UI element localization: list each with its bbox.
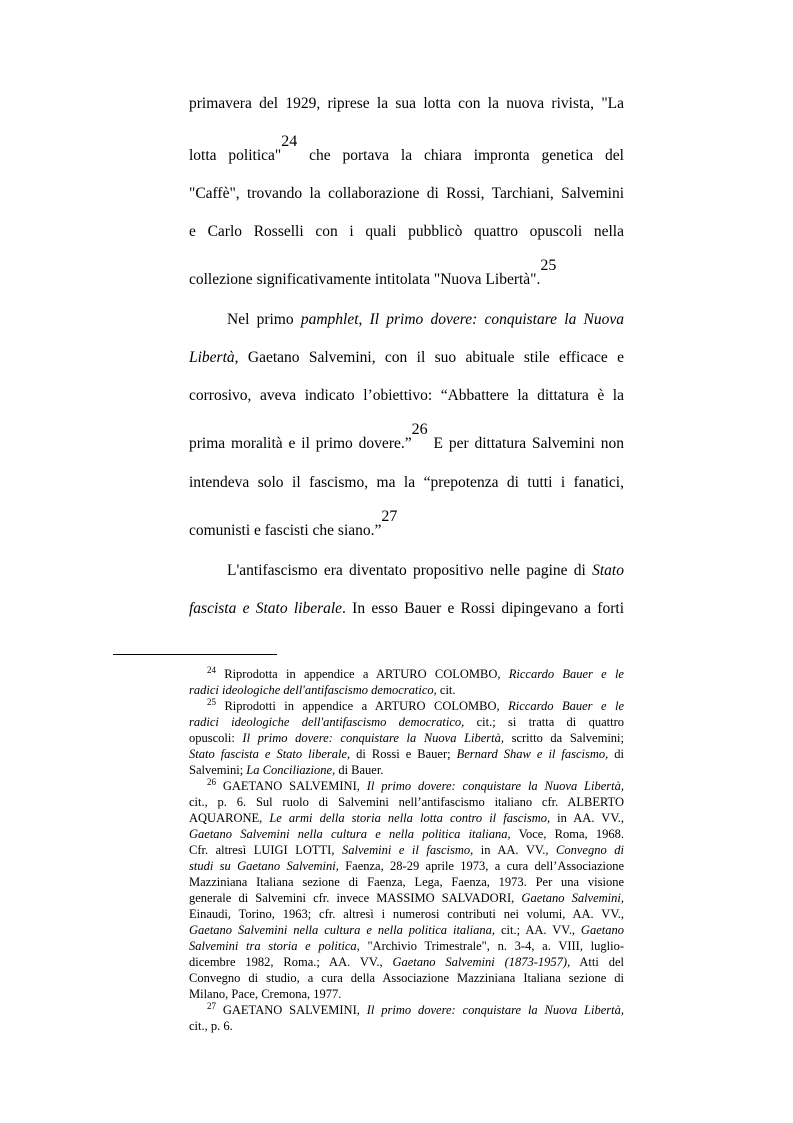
footnote-italic: Gaetano Salvemini nella cultura e nella politica italiana, — [189, 923, 495, 937]
body-text: E per dittatura Salvemini non — [427, 435, 625, 452]
body-line-9 — [189, 421, 625, 454]
footnote-text: Faenza, 28-29 aprile 1973, a cura dell’Associazione — [338, 859, 625, 873]
footnote-separator — [113, 654, 277, 655]
footnote-26-line — [189, 811, 624, 827]
footnote-text: Convegno di studio, a cura della Associazione Mazziniana Italiana sezione di — [189, 971, 624, 985]
footnote-italic: Riccardo Bauer e le — [508, 699, 624, 713]
footnote-italic: Il primo dovere: conquistare la Nuova Libertà, — [366, 1003, 624, 1017]
footnote-number: 26 — [207, 776, 216, 787]
footnote-text: cit. — [436, 683, 456, 697]
footnote-text: Mazziniana Italiana sezione di Faenza, Lega, Faenza, 1973. Per una visione — [189, 875, 624, 889]
footnote-italic: Gaetano — [580, 923, 624, 937]
footnote-text: GAETANO SALVEMINI, — [216, 779, 367, 793]
body-line-10 — [189, 473, 624, 493]
body-text: , Gaetano Salvemini, con il suo abituale stile efficace e — [234, 349, 624, 366]
footnote-italic: Il primo dovere: conquistare la Nuova Libertà, — [242, 731, 505, 745]
footnote-26-line — [189, 859, 624, 875]
footnote-text: in AA. VV., — [550, 811, 624, 825]
footnote-number: 27 — [207, 1000, 216, 1011]
footnote-ref-27[interactable]: 27 — [381, 508, 398, 525]
footnote-text: Einaudi, Torino, 1963; cfr. altresì i numerosi contributi nei volumi, AA. VV., — [189, 907, 624, 921]
footnote-text: "Archivio Trimestrale", n. 3-4, a. VIII, luglio- — [359, 939, 624, 953]
body-line-12 — [227, 561, 624, 581]
footnote-25-line — [189, 763, 624, 779]
footnote-text: scritto da Salvemini; — [504, 731, 624, 745]
body-text: corrosivo, aveva indicato l’obiettivo: “Abbattere la dittatura è la — [189, 387, 624, 404]
footnote-text: Milano, Pace, Cremona, 1977. — [189, 987, 342, 1001]
footnote-italic: Le armi della storia nella lotta contro il fascismo, — [269, 811, 551, 825]
footnote-ref-26[interactable]: 26 — [411, 421, 428, 438]
italic-title: Libertà — [189, 349, 235, 366]
italic-title: fascista e Stato liberale — [189, 600, 343, 617]
footnote-text: cit.; si tratta di quattro — [464, 715, 624, 729]
footnote-text: Riprodotta in appendice a ARTURO COLOMBO, — [216, 667, 509, 681]
footnote-italic: La Conciliazione, — [246, 763, 336, 777]
body-text: "Caffè", trovando la collaborazione di Rossi, Tarchiani, Salvemini — [189, 185, 624, 202]
footnote-text: cit., p. 6. Sul ruolo di Salvemini nell’antifascismo italiano cfr. ALBERTO — [189, 795, 624, 809]
footnote-text: GAETANO SALVEMINI, — [216, 1003, 367, 1017]
body-line-13 — [189, 599, 624, 619]
footnote-text: Cfr. altresì LUIGI LOTTI, — [189, 843, 342, 857]
footnote-26-line — [189, 843, 624, 859]
footnote-25 — [207, 696, 624, 715]
footnote-26-line — [189, 827, 624, 843]
italic-term: pamphlet — [300, 311, 359, 328]
footnote-25-line — [189, 715, 624, 731]
body-line-1 — [189, 94, 624, 114]
footnote-26-line — [189, 923, 624, 939]
footnote-text: Voce, Roma, 1968. — [510, 827, 624, 841]
body-text: primavera del 1929, riprese la sua lotta con la nuova rivista, "La — [189, 95, 624, 112]
footnote-italic: Bernard Shaw e il fascismo, — [456, 747, 609, 761]
footnote-italic: studi su Gaetano Salvemini, — [189, 859, 339, 873]
body-line-3 — [189, 184, 624, 204]
body-line-8 — [189, 386, 624, 406]
footnote-italic: radici ideologiche dell'antifascismo democratico, — [189, 715, 465, 729]
footnote-26-line — [189, 955, 624, 971]
footnote-italic: Il primo dovere: conquistare la Nuova Libertà, — [366, 779, 624, 793]
body-text: Nel primo — [227, 311, 301, 328]
footnote-number: 25 — [207, 696, 216, 707]
body-text: collezione significativamente intitolata "Nuova Libertà". — [189, 271, 541, 288]
footnote-italic: Convegno di — [556, 843, 624, 857]
footnote-27-line — [189, 1019, 624, 1035]
body-line-5 — [189, 257, 624, 290]
footnote-26-line — [189, 987, 624, 1003]
footnote-text: cit.; AA. VV., — [494, 923, 581, 937]
italic-title: Stato — [592, 562, 624, 579]
footnote-text: di Rossi e Bauer; — [350, 747, 457, 761]
footnote-26-line — [189, 907, 624, 923]
footnote-ref-25[interactable]: 25 — [540, 257, 557, 274]
footnote-text: cit., p. 6. — [189, 1019, 233, 1033]
footnote-text: opuscoli: — [189, 731, 243, 745]
footnote-italic: Gaetano Salvemini nella cultura e nella politica italiana, — [189, 827, 511, 841]
body-text: intendeva solo il fascismo, ma la “prepotenza di tutti i fanatici, — [189, 474, 624, 491]
body-line-7 — [189, 348, 624, 368]
footnote-text: Atti del — [570, 955, 625, 969]
footnote-italic: Riccardo Bauer e le — [508, 667, 624, 681]
footnote-italic: Gaetano Salvemini (1873-1957), — [392, 955, 571, 969]
footnote-text: generale di Salvemini cfr. invece MASSIMO SALVADORI, — [189, 891, 522, 905]
body-text: comunisti e fascisti che siano.” — [189, 522, 382, 539]
footnote-26-line — [189, 891, 624, 907]
footnote-25-line — [189, 731, 624, 747]
footnote-text: Salvemini; — [189, 763, 247, 777]
footnote-24 — [207, 664, 624, 683]
footnote-text: Riprodotti in appendice a ARTURO COLOMBO, — [216, 699, 509, 713]
footnote-number: 24 — [207, 664, 216, 675]
footnote-italic: Salvemini e il fascismo, — [342, 843, 474, 857]
footnote-26-line — [189, 875, 624, 891]
footnote-26-line — [189, 971, 624, 987]
footnote-25-line — [189, 747, 624, 763]
footnote-24-line — [189, 683, 624, 699]
footnote-text: dicembre 1982, Roma.; AA. VV., — [189, 955, 393, 969]
body-text: e Carlo Rosselli con i quali pubblicò quattro opuscoli nella — [189, 223, 624, 240]
footnote-italic: Salvemini tra storia e politica, — [189, 939, 360, 953]
italic-title: Il primo dovere: conquistare la Nuova — [369, 311, 624, 328]
body-line-6 — [227, 310, 624, 330]
body-line-11 — [189, 508, 624, 541]
footnote-26 — [207, 776, 624, 795]
body-line-4 — [189, 222, 624, 242]
body-text: lotta politica" — [189, 147, 282, 164]
footnote-italic: Gaetano Salvemini, — [521, 891, 625, 905]
footnote-italic: Stato fascista e Stato liberale, — [189, 747, 351, 761]
body-line-2 — [189, 133, 624, 166]
body-text: , — [358, 311, 370, 328]
footnote-26-line — [189, 795, 624, 811]
footnote-italic: radici ideologiche dell'antifascismo democratico, — [189, 683, 437, 697]
footnote-text: di Bauer. — [335, 763, 384, 777]
body-text: che portava la chiara impronta genetica del — [297, 147, 624, 164]
footnote-text: in AA. VV., — [473, 843, 557, 857]
footnote-ref-24[interactable]: 24 — [281, 133, 298, 150]
footnote-text: di — [608, 747, 625, 761]
footnote-27 — [207, 1000, 624, 1019]
body-text: L'antifascismo era diventato propositivo nelle pagine di — [227, 562, 593, 579]
body-text: prima moralità e il primo dovere.” — [189, 435, 412, 452]
footnote-26-line — [189, 939, 624, 955]
footnote-text: AQUARONE, — [189, 811, 270, 825]
body-text: . In esso Bauer e Rossi dipingevano a forti — [342, 600, 624, 617]
